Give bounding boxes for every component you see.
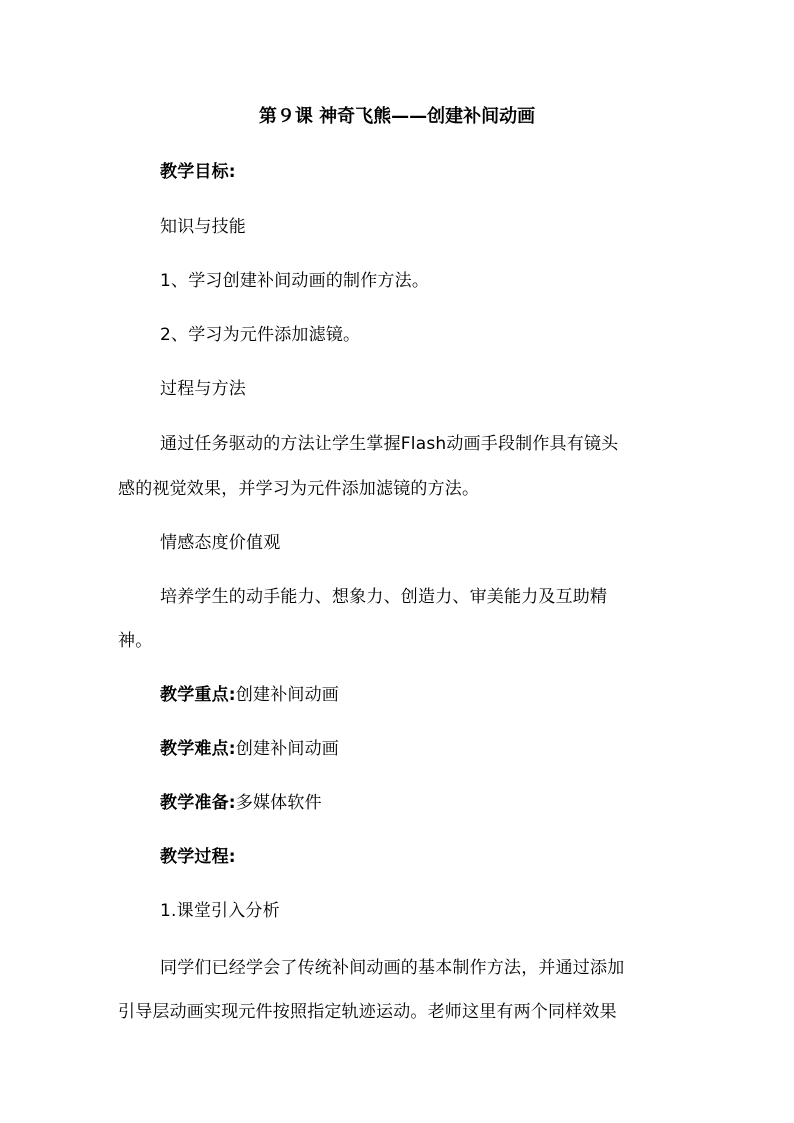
- difficulty-value: 创建补间动画: [235, 739, 340, 759]
- preparation-row: [160, 792, 322, 814]
- preparation-value: 多媒体软件: [235, 793, 322, 813]
- process-text-line-1: 通过任务驱动的方法让学生掌握Flash动画手段制作具有镜头: [160, 434, 619, 454]
- difficulty-row: [160, 738, 339, 760]
- difficulty-label: 教学难点:: [160, 739, 236, 759]
- process-text-line-2: 感的视觉效果，并学习为元件添加滤镜的方法。: [118, 479, 480, 499]
- step1-heading: 1.课堂引入分析: [160, 901, 280, 921]
- key-point-row: [160, 684, 339, 706]
- knowledge-item-2: 2、学习为元件添加滤镜。: [160, 325, 361, 345]
- emotion-text-line-2: 神。: [118, 631, 153, 651]
- process-steps-heading: 教学过程:: [160, 847, 236, 867]
- key-point-label: 教学重点:: [160, 685, 236, 705]
- knowledge-item-1: 1、学习创建补间动画的制作方法。: [160, 271, 430, 291]
- objectives-heading: 教学目标:: [160, 162, 236, 182]
- step1-text-line-2: 引导层动画实现元件按照指定轨迹运动。老师这里有两个同样效果: [118, 1002, 617, 1022]
- key-point-value: 创建补间动画: [235, 685, 340, 705]
- process-heading: 过程与方法: [160, 379, 246, 399]
- preparation-label: 教学准备:: [160, 793, 236, 813]
- knowledge-heading: 知识与技能: [160, 217, 246, 237]
- emotion-heading: 情感态度价值观: [160, 533, 281, 553]
- step1-text-line-1: 同学们已经学会了传统补间动画的基本制作方法，并通过添加: [160, 958, 625, 978]
- document-title: 第９课 神奇飞熊——创建补间动画: [258, 106, 536, 127]
- emotion-text-line-1: 培养学生的动手能力、想象力、创造力、审美能力及互助精: [160, 587, 608, 607]
